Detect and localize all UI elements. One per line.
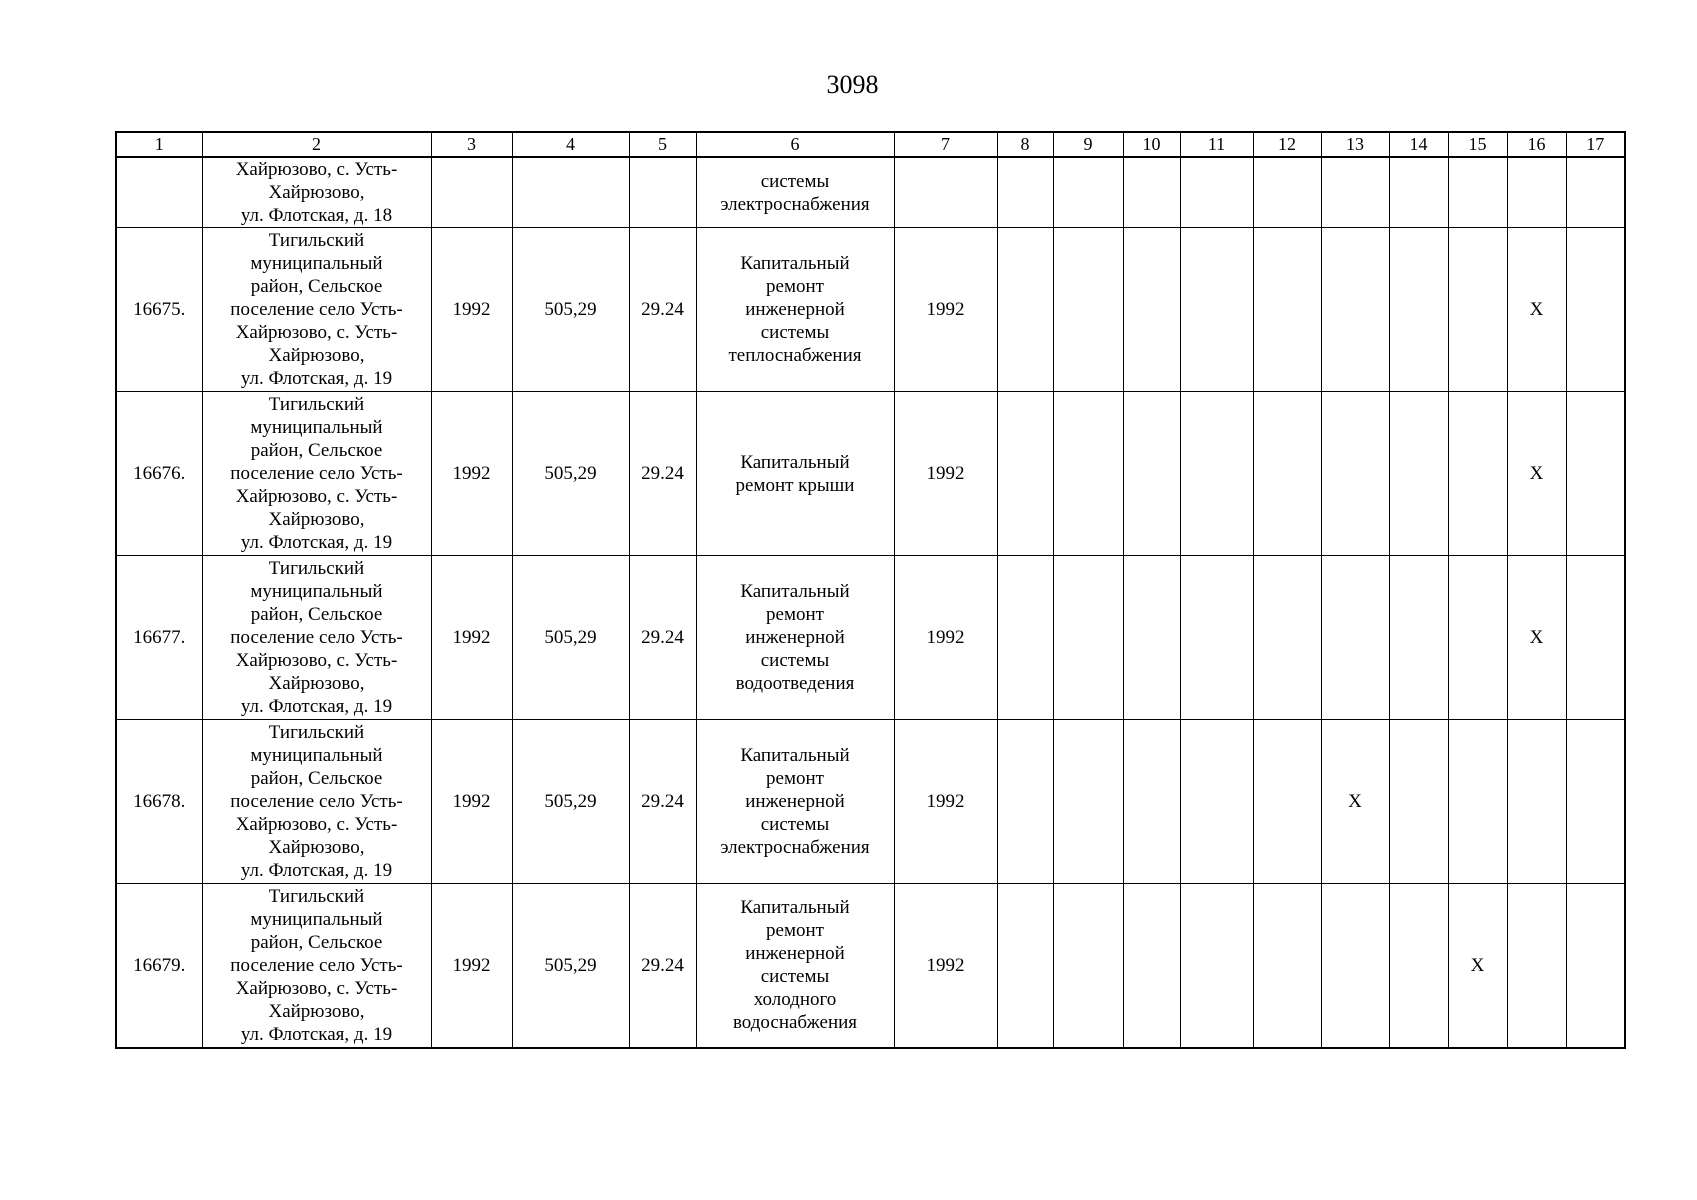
- address-cell-text: Тигильский муниципальный район, Сельское поселение село Усть- Хайрюзово, с. Усть- Хайрюзово, ул. Флотская, д. 19: [230, 722, 403, 881]
- mark-cell-col-11: [1180, 157, 1253, 228]
- mark-cell-col-16: [1507, 720, 1566, 884]
- table-row: [116, 228, 1625, 392]
- mark-cell-col-14: [1389, 392, 1448, 556]
- mark-cell-col-16: [1507, 157, 1566, 228]
- mark-cell-col-9: [1053, 884, 1123, 1048]
- column-header-4: 4: [512, 132, 629, 157]
- area-cell: [512, 157, 629, 228]
- work-type-cell: [696, 157, 894, 228]
- mark-cell-col-9: [1053, 556, 1123, 720]
- mark-cell-col-11: [1180, 228, 1253, 392]
- year-built-cell: [431, 392, 512, 556]
- column-header-8: 8: [997, 132, 1053, 157]
- code-cell: [629, 392, 696, 556]
- column-header-10: 10: [1123, 132, 1180, 157]
- code-cell-text: 29.24: [641, 954, 684, 976]
- mark-cell-col-8: [997, 556, 1053, 720]
- column-header-16: 16: [1507, 132, 1566, 157]
- mark-cell-col-17: [1566, 720, 1625, 884]
- code-cell-text: 29.24: [641, 791, 684, 812]
- code-cell-text: 29.24: [641, 627, 684, 648]
- address-cell-text: Тигильский муниципальный район, Сельское поселение село Усть- Хайрюзово, с. Усть- Хайрюзово, ул. Флотская, д. 19: [230, 394, 403, 553]
- row-number-cell: [116, 556, 202, 720]
- work-type-cell-text: системы электроснабжения: [720, 170, 870, 215]
- address-cell: [202, 884, 431, 1048]
- column-header-5: 5: [629, 132, 696, 157]
- work-type-cell-text: Капитальный ремонт инженерной системы теплоснабжения: [728, 253, 862, 366]
- mark-cell-col-16: X: [1507, 556, 1566, 720]
- table-row: [116, 392, 1625, 556]
- work-type-cell: [696, 720, 894, 884]
- mark-cell-col-9: [1053, 157, 1123, 228]
- mark-cell-col-12: [1253, 720, 1321, 884]
- mark-cell-col-8: [997, 228, 1053, 392]
- code-cell-text: 29.24: [641, 299, 684, 320]
- mark-cell-col-17: [1566, 556, 1625, 720]
- row-number-cell-text: 16678.: [133, 791, 186, 812]
- mark-cell-col-14: [1389, 228, 1448, 392]
- mark-cell-col-13: X: [1321, 720, 1389, 884]
- address-cell: [202, 392, 431, 556]
- column-number-row: [116, 132, 1625, 157]
- year-built-cell: [431, 228, 512, 392]
- work-type-cell-text: Капитальный ремонт инженерной системы водоотведения: [735, 581, 855, 694]
- code-cell: [629, 884, 696, 1048]
- row-number-cell: [116, 392, 202, 556]
- row-number-cell: [116, 228, 202, 392]
- work-type-cell: [696, 392, 894, 556]
- mark-cell-col-9: [1053, 392, 1123, 556]
- code-cell-text: 29.24: [641, 463, 684, 484]
- year-built-cell-text: 1992: [452, 791, 491, 812]
- row-number-cell: [116, 884, 202, 1048]
- area-cell: [512, 884, 629, 1048]
- address-cell: [202, 157, 431, 228]
- code-cell: [629, 228, 696, 392]
- mark-cell-col-13: [1321, 157, 1389, 228]
- mark-cell-col-11: [1180, 720, 1253, 884]
- mark-cell-col-17: [1566, 392, 1625, 556]
- mark-cell-col-15: [1448, 392, 1507, 556]
- column-header-1: 1: [116, 132, 202, 157]
- mark-cell-col-14: [1389, 556, 1448, 720]
- mark-cell-col-15: [1448, 157, 1507, 228]
- mark-cell-col-10: [1123, 720, 1180, 884]
- planned-year-cell: [894, 228, 997, 392]
- mark-cell-col-11: [1180, 392, 1253, 556]
- row-number-cell-text: 16677.: [133, 627, 186, 648]
- year-built-cell-text: 1992: [452, 299, 491, 320]
- row-number-cell-text: 16675.: [133, 299, 186, 320]
- table-row: [116, 157, 1625, 228]
- planned-year-cell-text: 1992: [926, 463, 965, 484]
- year-built-cell: [431, 157, 512, 228]
- year-built-cell-text: 1992: [452, 954, 491, 976]
- mark-cell-col-13: [1321, 884, 1389, 1048]
- planned-year-cell-text: 1992: [926, 954, 965, 976]
- work-type-cell: [696, 884, 894, 1048]
- area-cell: [512, 720, 629, 884]
- mark-cell-col-10: [1123, 556, 1180, 720]
- work-type-cell-text: Капитальный ремонт крыши: [735, 451, 855, 496]
- mark-cell-col-14: [1389, 157, 1448, 228]
- mark-cell-col-16: [1507, 884, 1566, 1048]
- work-type-cell: [696, 556, 894, 720]
- area-cell-text: 505,29: [544, 463, 597, 484]
- mark-cell-col-12: [1253, 157, 1321, 228]
- address-cell-text: Тигильский муниципальный район, Сельское поселение село Усть- Хайрюзово, с. Усть- Хайрюзово, ул. Флотская, д. 19: [230, 885, 403, 1045]
- table-row: [116, 720, 1625, 884]
- planned-year-cell: [894, 392, 997, 556]
- work-type-cell: [696, 228, 894, 392]
- address-cell-text: Тигильский муниципальный район, Сельское поселение село Усть- Хайрюзово, с. Усть- Хайрюзово, ул. Флотская, д. 19: [230, 230, 403, 389]
- mark-cell-col-17: [1566, 228, 1625, 392]
- page-number: 3098: [826, 70, 879, 99]
- work-type-cell-text: Капитальный ремонт инженерной системы холодного водоснабжения: [732, 897, 858, 1034]
- mark-cell-col-12: [1253, 228, 1321, 392]
- column-header-3: 3: [431, 132, 512, 157]
- table-body: [116, 157, 1625, 1048]
- mark-cell-col-15: [1448, 720, 1507, 884]
- mark-cell-col-8: [997, 157, 1053, 228]
- mark-cell-col-16: X: [1507, 228, 1566, 392]
- column-header-14: 14: [1389, 132, 1448, 157]
- address-cell: [202, 228, 431, 392]
- column-header-12: 12: [1253, 132, 1321, 157]
- address-cell-text: Тигильский муниципальный район, Сельское поселение село Усть- Хайрюзово, с. Усть- Хайрюзово, ул. Флотская, д. 19: [230, 558, 403, 717]
- mark-cell-col-12: [1253, 556, 1321, 720]
- planned-year-cell-text: 1992: [926, 791, 965, 812]
- mark-cell-col-13: [1321, 556, 1389, 720]
- row-number-cell-text: 16679.: [133, 954, 186, 976]
- mark-cell-col-10: [1123, 392, 1180, 556]
- area-cell: [512, 392, 629, 556]
- code-cell: [629, 157, 696, 228]
- mark-cell-col-11: [1180, 556, 1253, 720]
- table-row: [116, 884, 1625, 1048]
- planned-year-cell: [894, 157, 997, 228]
- row-number-cell: [116, 720, 202, 884]
- column-header-13: 13: [1321, 132, 1389, 157]
- row-number-cell: [116, 157, 202, 228]
- mark-cell-col-16: X: [1507, 392, 1566, 556]
- mark-cell-col-10: [1123, 228, 1180, 392]
- planned-year-cell: [894, 720, 997, 884]
- table-row: [116, 556, 1625, 720]
- mark-cell-col-17: [1566, 157, 1625, 228]
- address-cell: [202, 720, 431, 884]
- mark-cell-col-9: [1053, 228, 1123, 392]
- mark-cell-col-15: [1448, 556, 1507, 720]
- column-header-17: 17: [1566, 132, 1625, 157]
- column-header-6: 6: [696, 132, 894, 157]
- mark-cell-col-10: [1123, 157, 1180, 228]
- mark-cell-col-10: [1123, 884, 1180, 1048]
- mark-cell-col-8: [997, 720, 1053, 884]
- address-cell: [202, 556, 431, 720]
- address-cell-text: Хайрюзово, с. Усть- Хайрюзово, ул. Флотская, д. 18: [235, 159, 398, 226]
- column-header-15: 15: [1448, 132, 1507, 157]
- mark-cell-col-14: [1389, 720, 1448, 884]
- mark-cell-col-9: [1053, 720, 1123, 884]
- mark-cell-col-13: [1321, 392, 1389, 556]
- column-header-7: 7: [894, 132, 997, 157]
- mark-cell-col-12: [1253, 884, 1321, 1048]
- area-cell: [512, 228, 629, 392]
- mark-cell-col-14: [1389, 884, 1448, 1048]
- code-cell: [629, 720, 696, 884]
- mark-cell-col-8: [997, 392, 1053, 556]
- area-cell: [512, 556, 629, 720]
- planned-year-cell: [894, 556, 997, 720]
- row-number-cell-text: 16676.: [133, 463, 186, 484]
- column-header-9: 9: [1053, 132, 1123, 157]
- code-cell: [629, 556, 696, 720]
- column-header-11: 11: [1180, 132, 1253, 157]
- year-built-cell-text: 1992: [452, 627, 491, 648]
- year-built-cell: [431, 720, 512, 884]
- area-cell-text: 505,29: [544, 299, 597, 320]
- mark-cell-col-12: [1253, 392, 1321, 556]
- area-cell-text: 505,29: [544, 627, 597, 648]
- planned-year-cell-text: 1992: [926, 299, 965, 320]
- mark-cell-col-11: [1180, 884, 1253, 1048]
- area-cell-text: 505,29: [544, 791, 597, 812]
- works-table: [115, 131, 1626, 1049]
- mark-cell-col-13: [1321, 228, 1389, 392]
- work-type-cell-text: Капитальный ремонт инженерной системы электроснабжения: [720, 745, 870, 858]
- year-built-cell-text: 1992: [452, 463, 491, 484]
- year-built-cell: [431, 556, 512, 720]
- planned-year-cell-text: 1992: [926, 627, 965, 648]
- area-cell-text: 505,29: [544, 954, 597, 976]
- column-header-2: 2: [202, 132, 431, 157]
- mark-cell-col-15: X: [1448, 884, 1507, 1048]
- mark-cell-col-17: [1566, 884, 1625, 1048]
- mark-cell-col-8: [997, 884, 1053, 1048]
- year-built-cell: [431, 884, 512, 1048]
- mark-cell-col-15: [1448, 228, 1507, 392]
- planned-year-cell: [894, 884, 997, 1048]
